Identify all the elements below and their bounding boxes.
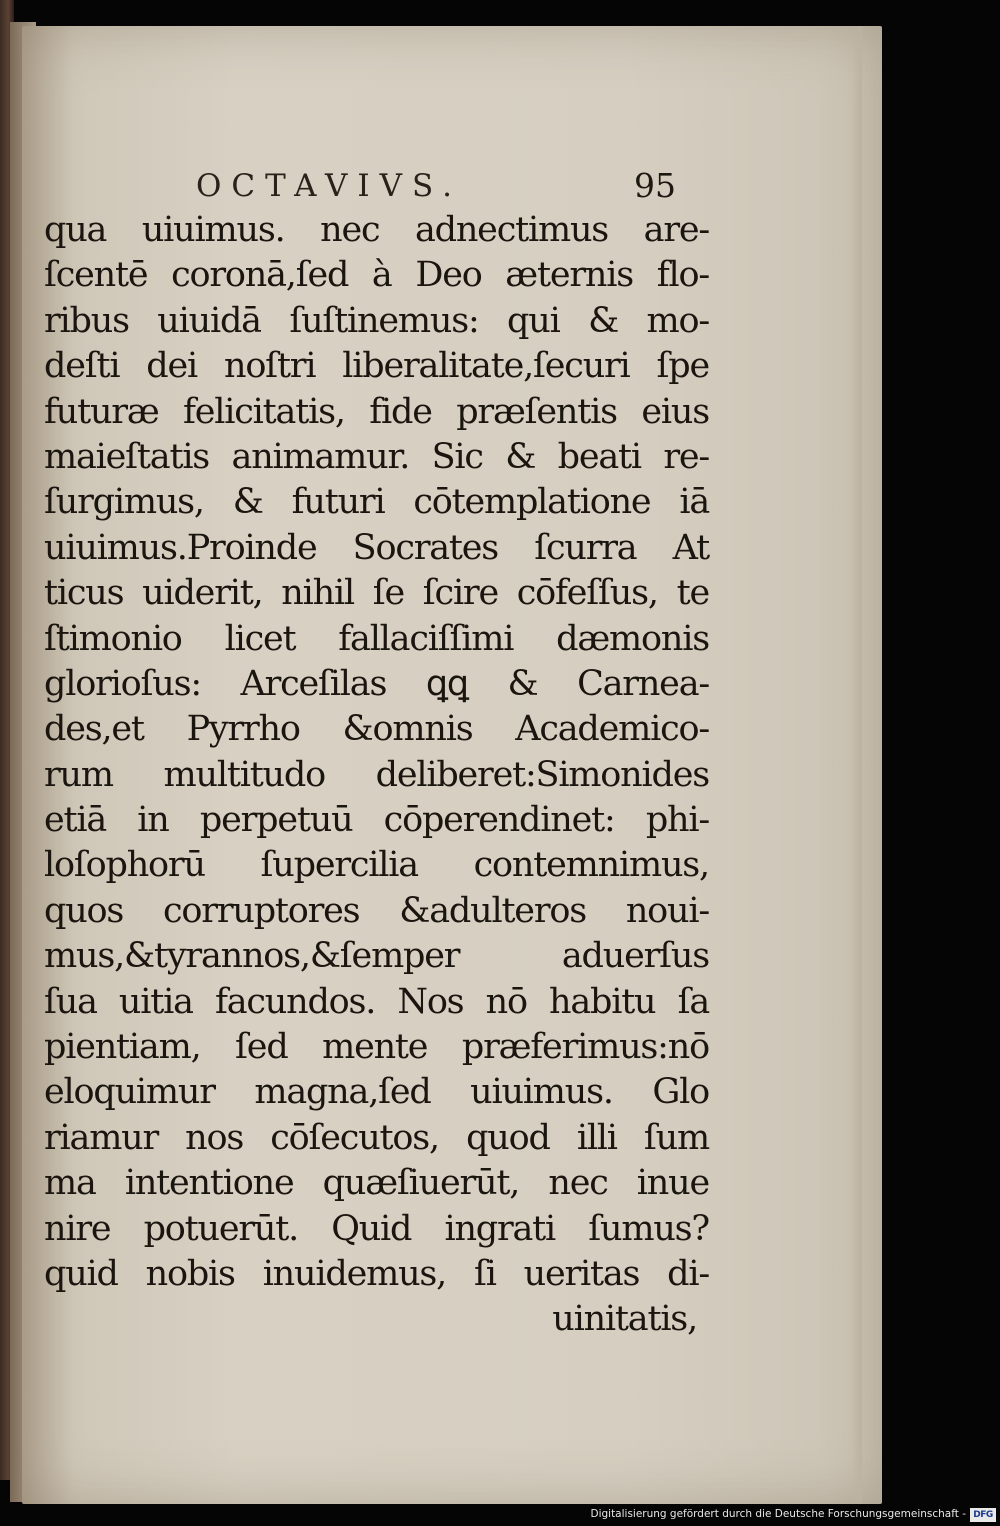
text-line: maieſtatis animamur. Sic & beati re-	[44, 436, 709, 477]
digitization-credit: Digitalisierung gefördert durch die Deutsche Forschungsgemeinschaft -	[590, 1508, 966, 1520]
text-line: qua uiuimus. nec adnectimus are-	[44, 210, 709, 250]
dfg-logo: DFG	[970, 1508, 996, 1522]
text-line: loſophorū ſupercilia contemnimus,	[44, 845, 709, 886]
text-line: ſcentē coronā,ſed à Deo æternis flo-	[44, 255, 709, 296]
text-line: ſurgimus, & futuri cōtemplatione iā	[44, 482, 709, 523]
text-line: deſti dei noſtri liberalitate,ſecuri ſpe	[44, 346, 709, 387]
text-line: des,et Pyrrho &omnis Academico-	[44, 709, 709, 750]
page-right-edge	[852, 26, 862, 1504]
catchword-line: uinitatis,	[552, 1299, 697, 1340]
body-text	[44, 208, 709, 1343]
text-line: riamur nos cōſecutos, quod illi ſum	[44, 1117, 709, 1158]
text-line: ſtimonio licet fallaciſſimi dæmonis	[44, 618, 709, 659]
text-line: ticus uiderit, nihil ſe ſcire cōfeſſus, te	[44, 573, 709, 614]
text-line: futuræ felicitatis, fide præſentis eius	[44, 391, 709, 432]
text-line: glorioſus: Arceſilas ꝗꝗ & Carnea-	[44, 663, 709, 704]
text-line: ma intentione quæſiuerūt, nec inue	[44, 1163, 709, 1204]
text-line: eloquimur magna,ſed uiuimus. Glo	[44, 1072, 709, 1113]
text-line: rum multitudo deliberet:Simonides	[44, 754, 709, 795]
text-line: nire potuerūt. Quid ingrati ſumus?	[44, 1208, 709, 1249]
text-line: pientiam, ſed mente præferimus:nō	[44, 1027, 709, 1068]
text-line: uiuimus.Proinde Socrates ſcurra At	[44, 527, 709, 568]
text-line: quos corruptores &adulteros noui-	[44, 890, 709, 931]
text-line: quid nobis inuidemus, ſi ueritas di-	[44, 1253, 709, 1294]
text-line: etiā in perpetuū cōperendinet: phi-	[44, 800, 709, 841]
text-line: ribus uiuidā ſuſtinemus: qui & mo-	[44, 300, 709, 341]
text-line: mus,&tyrannos,&ſemper aduerſus	[44, 936, 709, 977]
page-number: 95	[634, 166, 676, 205]
text-line: ſua uitia facundos. Nos nō habitu ſa	[44, 981, 709, 1022]
running-title: OCTAVIVS.	[196, 168, 462, 204]
